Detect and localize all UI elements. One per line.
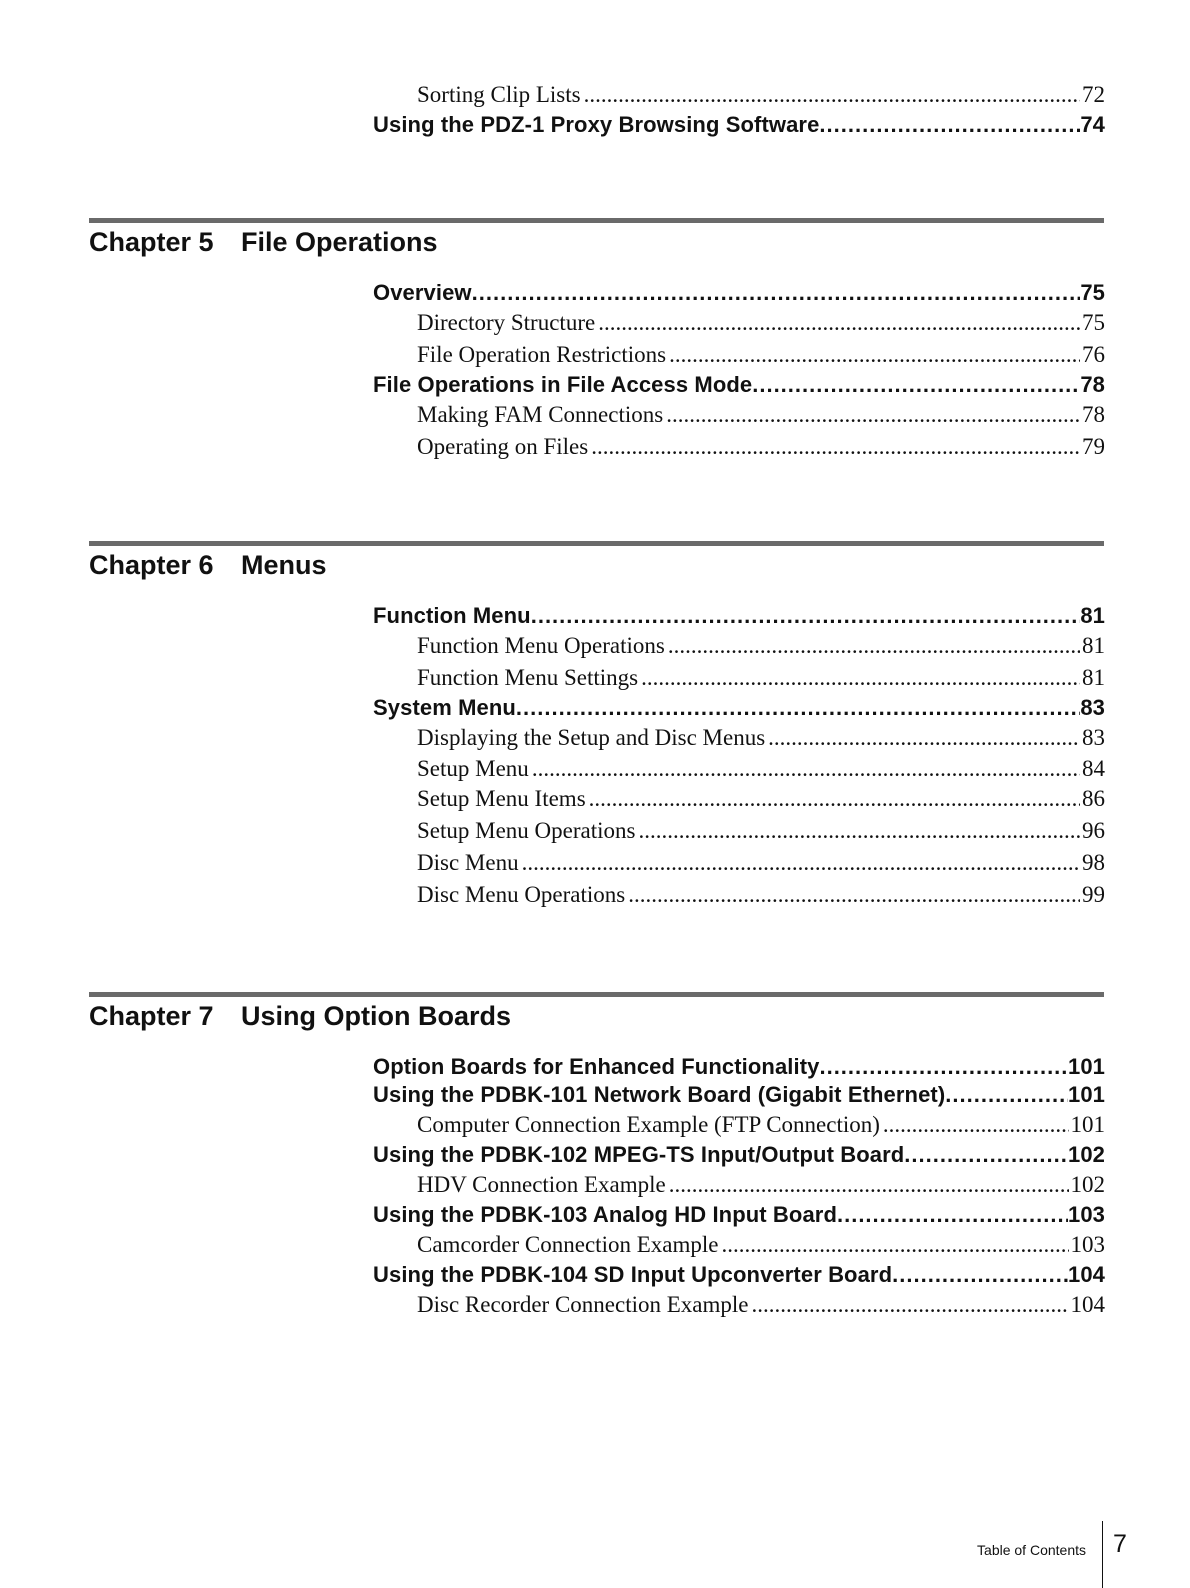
- toc-entry-title: Overview: [373, 280, 472, 305]
- toc-entry-title: HDV Connection Example: [417, 1172, 666, 1197]
- toc-entry-page: 74: [1080, 112, 1105, 137]
- chapter-heading: [89, 226, 438, 258]
- toc-entry-title: Directory Structure: [417, 310, 596, 335]
- toc-entry-page: 96: [1082, 818, 1105, 843]
- toc-entry-title: Function Menu Operations: [417, 633, 665, 658]
- toc-leader: [819, 111, 1080, 139]
- toc-entry-title: Setup Menu Items: [417, 786, 586, 811]
- toc-entry-page: 102: [1070, 1172, 1105, 1197]
- toc-entry-title: File Operation Restrictions: [417, 342, 667, 367]
- toc-leader: [529, 754, 1080, 783]
- toc-leader: [516, 694, 1080, 722]
- toc-entry-page: 101: [1070, 1112, 1105, 1137]
- toc-entry[interactable]: [373, 1169, 1105, 1201]
- toc-entry-page: 102: [1067, 1142, 1105, 1167]
- toc-entry-title: Setup Menu: [417, 756, 529, 781]
- toc-entry[interactable]: [373, 1081, 1105, 1109]
- toc-entry-title: Using the PDBK-104 SD Input Upconverter Board: [373, 1262, 893, 1287]
- toc-entry[interactable]: [373, 1289, 1105, 1321]
- toc-entry-title: Using the PDBK-103 Analog HD Input Board: [373, 1202, 837, 1227]
- toc-leader: [581, 79, 1080, 111]
- toc-entry[interactable]: [373, 279, 1105, 307]
- toc-entry[interactable]: [373, 694, 1105, 722]
- toc-leader: [595, 307, 1080, 339]
- toc-entry-title: Computer Connection Example (FTP Connection): [417, 1112, 880, 1137]
- toc-entry[interactable]: [373, 307, 1105, 339]
- chapter-heading: [89, 1000, 511, 1032]
- chapter-title: Using Option Boards: [241, 1001, 511, 1031]
- toc-entry-page: 72: [1082, 82, 1105, 107]
- toc-entry-title: Disc Menu: [417, 850, 519, 875]
- chapter-divider: [89, 992, 1104, 997]
- toc-entry[interactable]: [373, 662, 1105, 694]
- toc-entry-page: 79: [1082, 434, 1105, 459]
- toc-entry-title: Using the PDBK-102 MPEG-TS Input/Output Board: [373, 1142, 905, 1167]
- toc-entry[interactable]: [373, 1109, 1105, 1141]
- chapter-divider: [89, 218, 1104, 223]
- toc-leader: [666, 1169, 1069, 1201]
- toc-block-continued: [373, 79, 1105, 139]
- toc-entry[interactable]: [373, 1141, 1105, 1169]
- toc-leader: [665, 630, 1080, 662]
- toc-entry-page: 104: [1070, 1292, 1105, 1317]
- toc-leader: [752, 371, 1080, 399]
- toc-entry-title: Operating on Files: [417, 434, 589, 459]
- toc-entry-title: Sorting Clip Lists: [417, 82, 581, 107]
- toc-leader: [837, 1201, 1068, 1229]
- toc-leader: [586, 783, 1080, 815]
- toc-entry-title: Setup Menu Operations: [417, 818, 636, 843]
- chapter-number: Chapter 7: [89, 1001, 214, 1031]
- toc-entry-title: System Menu: [373, 695, 516, 720]
- toc-entry[interactable]: [373, 79, 1105, 111]
- toc-entry-page: 83: [1080, 695, 1105, 720]
- toc-entry-page: 86: [1082, 786, 1105, 811]
- toc-entry-title: Disc Recorder Connection Example: [417, 1292, 749, 1317]
- toc-entry[interactable]: [373, 371, 1105, 399]
- toc-entry[interactable]: [373, 879, 1105, 911]
- toc-entry[interactable]: [373, 431, 1105, 463]
- toc-entry[interactable]: [373, 111, 1105, 139]
- toc-block-chapter-6: [373, 602, 1105, 911]
- toc-entry-title: Using the PDBK-101 Network Board (Gigabit Ethernet): [373, 1082, 946, 1107]
- chapter-divider: [89, 541, 1104, 546]
- toc-leader: [472, 279, 1081, 307]
- toc-entry-page: 84: [1082, 756, 1105, 781]
- toc-entry[interactable]: [373, 399, 1105, 431]
- chapter-number: Chapter 6: [89, 550, 214, 580]
- toc-leader: [748, 1289, 1068, 1321]
- toc-entry[interactable]: [373, 1201, 1105, 1229]
- footer-section-label: Table of Contents: [977, 1542, 1086, 1558]
- toc-entry-page: 81: [1080, 603, 1105, 628]
- toc-entry[interactable]: [373, 1229, 1105, 1261]
- toc-leader: [519, 847, 1080, 879]
- chapter-title: Menus: [241, 550, 327, 580]
- toc-leader: [892, 1261, 1068, 1289]
- toc-entry-page: 103: [1067, 1202, 1105, 1227]
- toc-entry-page: 75: [1080, 280, 1105, 305]
- toc-entry[interactable]: [373, 754, 1105, 783]
- toc-entry-page: 101: [1067, 1054, 1105, 1079]
- toc-entry-title: Making FAM Connections: [417, 402, 664, 427]
- toc-leader: [588, 431, 1080, 463]
- toc-entry-page: 76: [1082, 342, 1105, 367]
- toc-leader: [625, 879, 1080, 911]
- toc-entry-title: File Operations in File Access Mode: [373, 372, 753, 397]
- toc-entry[interactable]: [373, 815, 1105, 847]
- toc-entry[interactable]: [373, 339, 1105, 371]
- toc-entry[interactable]: [373, 1261, 1105, 1289]
- toc-entry-page: 83: [1082, 725, 1105, 750]
- page-number: 7: [1113, 1530, 1127, 1558]
- toc-leader: [663, 399, 1080, 431]
- toc-entry-page: 75: [1082, 310, 1105, 335]
- toc-entry-title: Function Menu Settings: [417, 665, 639, 690]
- toc-entry-page: 81: [1082, 633, 1105, 658]
- toc-block-chapter-7: [373, 1053, 1105, 1321]
- toc-entry[interactable]: [373, 847, 1105, 879]
- toc-entry-page: 103: [1070, 1232, 1105, 1257]
- toc-leader: [635, 815, 1080, 847]
- footer-divider: [1102, 1521, 1103, 1588]
- toc-entry-title: Using the PDZ-1 Proxy Browsing Software: [373, 112, 820, 137]
- toc-entry-title: Disc Menu Operations: [417, 882, 626, 907]
- toc-entry-page: 98: [1082, 850, 1105, 875]
- toc-entry-page: 81: [1082, 665, 1105, 690]
- toc-entry-page: 78: [1082, 402, 1105, 427]
- toc-entry[interactable]: [373, 1053, 1105, 1081]
- toc-entry-page: 78: [1080, 372, 1105, 397]
- toc-leader: [638, 662, 1080, 694]
- toc-entry[interactable]: [373, 602, 1105, 630]
- toc-leader: [904, 1141, 1068, 1169]
- toc-leader: [666, 339, 1080, 371]
- toc-leader: [718, 1229, 1068, 1261]
- chapter-title: File Operations: [241, 227, 438, 257]
- toc-entry-title: Option Boards for Enhanced Functionality: [373, 1054, 820, 1079]
- toc-entry-title: Function Menu: [373, 603, 531, 628]
- toc-block-chapter-5: [373, 279, 1105, 463]
- chapter-number: Chapter 5: [89, 227, 214, 257]
- toc-entry[interactable]: [373, 722, 1105, 754]
- toc-entry[interactable]: [373, 630, 1105, 662]
- toc-entry-page: 99: [1082, 882, 1105, 907]
- toc-leader: [531, 602, 1081, 630]
- toc-leader: [945, 1081, 1068, 1109]
- toc-leader: [765, 722, 1080, 754]
- toc-leader: [819, 1053, 1068, 1081]
- toc-entry[interactable]: [373, 783, 1105, 815]
- toc-entry-page: 104: [1067, 1262, 1105, 1287]
- toc-entry-title: Camcorder Connection Example: [417, 1232, 719, 1257]
- chapter-heading: [89, 549, 327, 581]
- toc-leader: [880, 1109, 1069, 1141]
- toc-entry-title: Displaying the Setup and Disc Menus: [417, 725, 766, 750]
- toc-entry-page: 101: [1067, 1082, 1105, 1107]
